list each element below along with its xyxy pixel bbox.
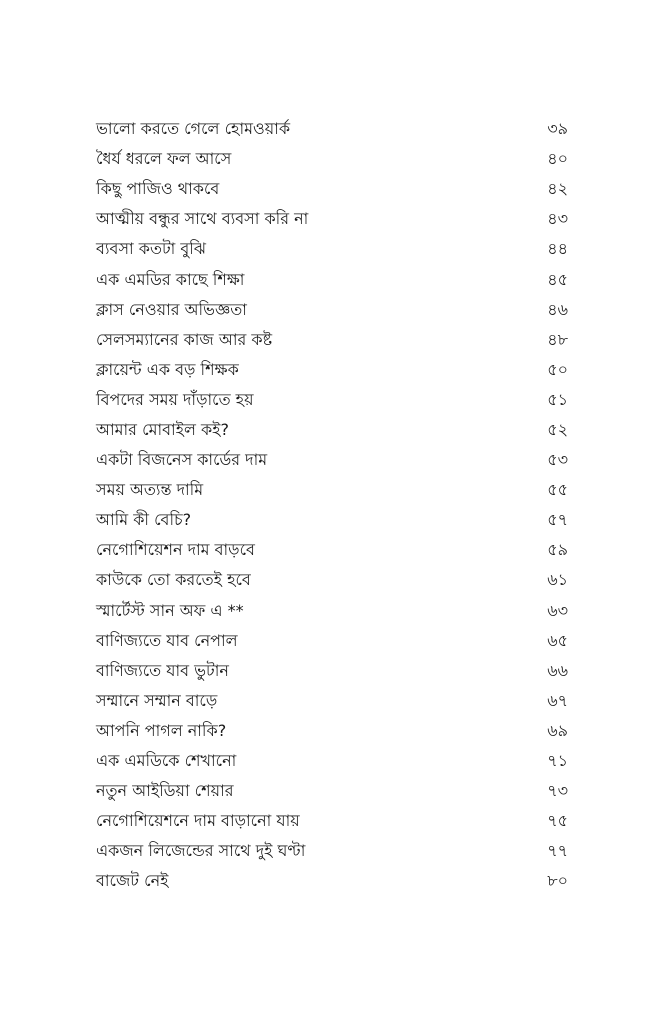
toc-entry: [96, 114, 568, 144]
toc-entry-title: ক্লাস নেওয়ার অভিজ্ঞতা: [96, 299, 247, 319]
toc-entry-page-number: ৪০: [547, 149, 568, 169]
toc-entry-page-number: ৭৭: [547, 841, 568, 861]
toc-entry-title: নতুন আইডিয়া শেয়ার: [96, 781, 234, 801]
toc-entry-page-number: ৫৫: [547, 480, 568, 500]
toc-entry-title: ব্যবসা কতটা বুঝি: [96, 239, 206, 259]
toc-entry-title: ক্লায়েন্ট এক বড় শিক্ষক: [96, 359, 239, 379]
toc-entry-title: বাণিজ্যতে যাব ভুটান: [96, 660, 229, 680]
toc-entry-title: বাজেট নেই: [96, 871, 169, 891]
toc-entry: [96, 234, 568, 264]
toc-entry-page-number: ৬৫: [547, 630, 568, 650]
toc-entry: [96, 264, 568, 294]
toc-entry-title: আমি কী বেচি?: [96, 510, 192, 530]
toc-entry-page-number: ৭৫: [547, 811, 568, 831]
toc-entry-title: ধৈর্য ধরলে ফল আসে: [96, 149, 232, 169]
toc-entry-page-number: ৪৫: [547, 269, 568, 289]
toc-entry-title: এক এমডির কাছে শিক্ষা: [96, 269, 245, 289]
toc-entry-page-number: ৫১: [547, 389, 568, 409]
toc-entry: [96, 475, 568, 505]
toc-entry-page-number: ৫৯: [547, 540, 568, 560]
toc-entry: [96, 505, 568, 535]
toc-entry-page-number: ৭৩: [547, 781, 568, 801]
toc-entry-page-number: ৪৩: [547, 209, 568, 229]
toc-entry: [96, 445, 568, 475]
toc-entry: [96, 716, 568, 746]
toc-entry: [96, 144, 568, 174]
toc-entry-page-number: ৪৬: [547, 299, 568, 319]
toc-entry: [96, 415, 568, 445]
toc-entry-title: এক এমডিকে শেখানো: [96, 751, 237, 771]
toc-entry-page-number: ৪২: [547, 179, 568, 199]
toc-entry-page-number: ৫০: [547, 359, 568, 379]
toc-entry-title: ভালো করতে গেলে হোমওয়ার্ক: [96, 119, 291, 139]
toc-entry: [96, 325, 568, 355]
toc-entry-title: সম্মানে সম্মান বাড়ে: [96, 690, 218, 710]
toc-entry-title: কিছু পাজিও থাকবে: [96, 179, 220, 199]
toc-entry: [96, 746, 568, 776]
toc-entry-page-number: ৫২: [547, 419, 568, 439]
toc-entry-title: আমার মোবাইল কই?: [96, 419, 229, 439]
toc-entry: [96, 355, 568, 385]
toc-entry-page-number: ৬৯: [547, 720, 568, 740]
toc-entry: [96, 204, 568, 234]
toc-entry-page-number: ৮০: [547, 871, 568, 891]
toc-entry-page-number: ৫৭: [547, 510, 568, 530]
toc-entry-title: নেগোশিয়েশনে দাম বাড়ানো যায়: [96, 811, 300, 831]
toc-entry-title: বাণিজ্যতে যাব নেপাল: [96, 630, 238, 650]
toc-entry-title: আপনি পাগল নাকি?: [96, 720, 227, 740]
toc-entry: [96, 596, 568, 626]
toc-entry-title: কাউকে তো করতেই হবে: [96, 570, 251, 590]
toc-entry-title: আত্মীয় বন্ধুর সাথে ব্যবসা করি না: [96, 209, 309, 229]
toc-entry-title: স্মার্টেস্ট সান অফ এ **: [96, 600, 244, 620]
toc-entry-page-number: ৬৩: [547, 600, 568, 620]
toc-entry: [96, 866, 568, 896]
toc-entry: [96, 385, 568, 415]
toc-entry-title: একটা বিজনেস কার্ডের দাম: [96, 450, 268, 470]
toc-entry-page-number: ৭১: [547, 751, 568, 771]
table-of-contents: [96, 114, 568, 896]
toc-entry-title: সেলসম্যানের কাজ আর কষ্ট: [96, 329, 273, 349]
toc-entry: [96, 686, 568, 716]
toc-entry: [96, 565, 568, 595]
toc-entry-page-number: ৩৯: [547, 119, 568, 139]
toc-entry-page-number: ৪৮: [547, 329, 568, 349]
toc-entry-page-number: ৬১: [547, 570, 568, 590]
toc-entry-page-number: ৫৩: [547, 450, 568, 470]
toc-entry: [96, 626, 568, 656]
toc-entry: [96, 535, 568, 565]
toc-entry: [96, 806, 568, 836]
toc-entry: [96, 295, 568, 325]
toc-entry-page-number: ৬৬: [547, 660, 568, 680]
toc-entry-title: নেগোশিয়েশন দাম বাড়বে: [96, 540, 255, 560]
toc-entry-page-number: ৪৪: [547, 239, 568, 259]
toc-entry-title: একজন লিজেন্ডের সাথে দুই ঘণ্টা: [96, 841, 306, 861]
toc-entry: [96, 836, 568, 866]
toc-entry-title: সময় অত্যন্ত দামি: [96, 480, 204, 500]
toc-entry-page-number: ৬৭: [547, 690, 568, 710]
toc-entry-title: বিপদের সময় দাঁড়াতে হয়: [96, 389, 254, 409]
toc-entry: [96, 656, 568, 686]
toc-entry: [96, 174, 568, 204]
toc-entry: [96, 776, 568, 806]
